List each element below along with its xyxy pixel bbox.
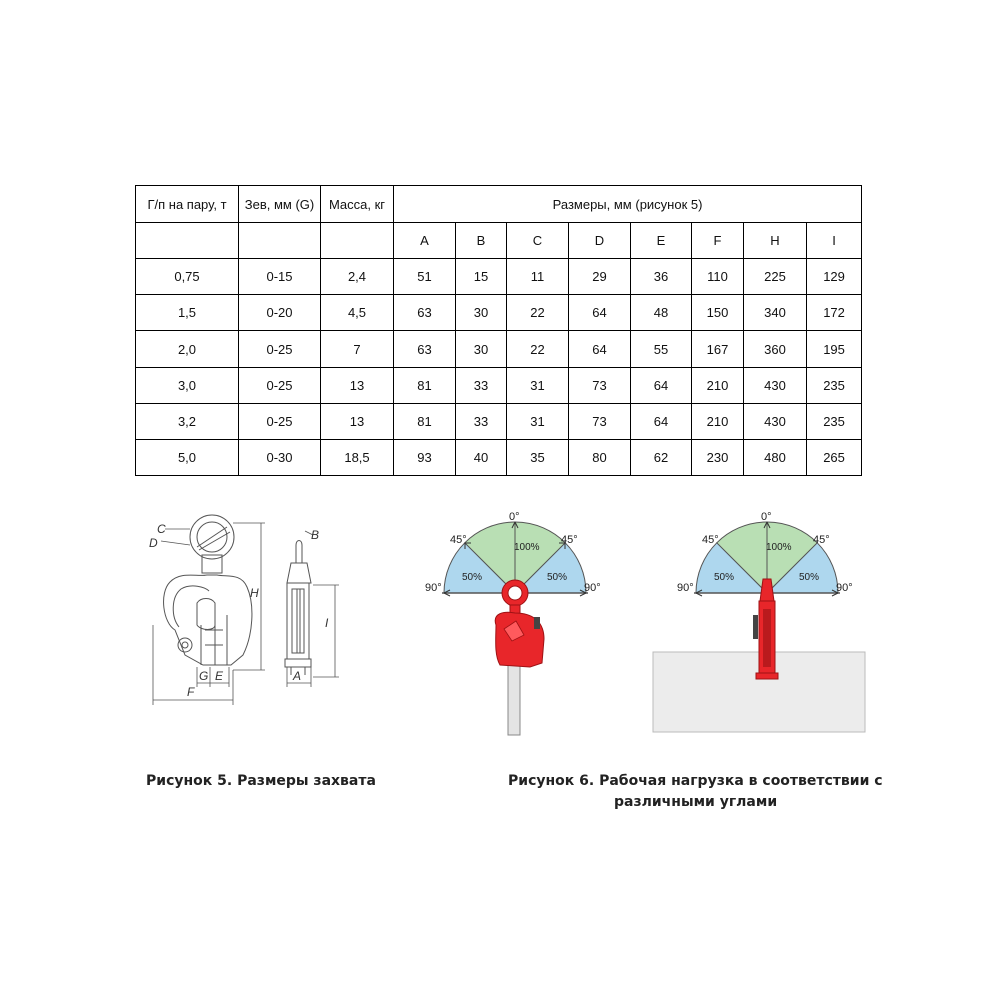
table-cell: 4,5 xyxy=(321,295,394,331)
table-cell: 210 xyxy=(692,403,744,439)
angle-label-diag-left: 45° xyxy=(702,534,719,546)
table-cell: 63 xyxy=(394,295,456,331)
angle-label-side-left: 90° xyxy=(425,582,442,594)
load-label-side-left: 50% xyxy=(462,572,483,583)
header-mass: Масса, кг xyxy=(321,186,394,223)
table-cell: 73 xyxy=(569,367,631,403)
table-cell: 64 xyxy=(569,331,631,367)
table-cell: 36 xyxy=(631,259,692,295)
dimension-label-c: C xyxy=(157,522,166,536)
header-dim-letter: F xyxy=(692,223,744,259)
table-cell: 110 xyxy=(692,259,744,295)
table-cell: 235 xyxy=(807,367,862,403)
table-header-row xyxy=(136,186,862,223)
table-cell: 40 xyxy=(456,439,507,475)
dimension-label-h: H xyxy=(250,586,259,600)
table-cell: 0-20 xyxy=(239,295,321,331)
header-dim-letter: B xyxy=(456,223,507,259)
table-cell: 3,0 xyxy=(136,367,239,403)
table-cell: 81 xyxy=(394,403,456,439)
dimension-label-e: E xyxy=(215,669,224,683)
load-label-vertical: 100% xyxy=(766,542,792,553)
table-cell: 64 xyxy=(631,367,692,403)
table-cell: 265 xyxy=(807,439,862,475)
table-cell: 63 xyxy=(394,331,456,367)
figure-5-caption: Рисунок 5. Размеры захвата xyxy=(146,773,376,789)
table-cell: 1,5 xyxy=(136,295,239,331)
table-cell: 35 xyxy=(507,439,569,475)
table-cell: 80 xyxy=(569,439,631,475)
dimension-label-d: D xyxy=(149,536,158,550)
header-dim-letter: A xyxy=(394,223,456,259)
table-cell: 64 xyxy=(569,295,631,331)
load-label-side-left: 50% xyxy=(714,572,735,583)
load-label-side-right: 50% xyxy=(799,572,820,583)
angle-label-side-right: 90° xyxy=(836,582,853,594)
header-capacity: Г/п на пару, т xyxy=(136,186,239,223)
load-angle-diagram-horizontal xyxy=(650,505,870,740)
table-cell: 0-25 xyxy=(239,331,321,367)
table-cell: 51 xyxy=(394,259,456,295)
angle-label-side-right: 90° xyxy=(584,582,601,594)
angle-label-diag-right: 45° xyxy=(813,534,830,546)
header-dim-letter: I xyxy=(807,223,862,259)
table-cell: 30 xyxy=(456,331,507,367)
table-cell: 360 xyxy=(744,331,807,367)
table-cell: 13 xyxy=(321,367,394,403)
table-cell: 15 xyxy=(456,259,507,295)
table-cell: 33 xyxy=(456,367,507,403)
specifications-table xyxy=(135,185,862,476)
header-blank xyxy=(239,223,321,259)
header-blank xyxy=(136,223,239,259)
table-row xyxy=(136,439,862,475)
table-cell: 0-25 xyxy=(239,403,321,439)
table-cell: 167 xyxy=(692,331,744,367)
table-row xyxy=(136,403,862,439)
header-dim-letter: H xyxy=(744,223,807,259)
table-cell: 22 xyxy=(507,295,569,331)
table-cell: 430 xyxy=(744,403,807,439)
table-cell: 30 xyxy=(456,295,507,331)
dimension-label-i: I xyxy=(325,616,329,630)
header-blank xyxy=(321,223,394,259)
table-cell: 2,4 xyxy=(321,259,394,295)
table-cell: 11 xyxy=(507,259,569,295)
table-cell: 210 xyxy=(692,367,744,403)
header-dimensions: Размеры, мм (рисунок 5) xyxy=(394,186,862,223)
table-cell: 73 xyxy=(569,403,631,439)
table-cell: 2,0 xyxy=(136,331,239,367)
angle-label-diag-right: 45° xyxy=(561,534,578,546)
header-dim-letter: E xyxy=(631,223,692,259)
dimension-label-a: A xyxy=(293,669,302,683)
table-cell: 235 xyxy=(807,403,862,439)
table-cell: 22 xyxy=(507,331,569,367)
header-jaw: Зев, мм (G) xyxy=(239,186,321,223)
table-cell: 7 xyxy=(321,331,394,367)
table-cell: 93 xyxy=(394,439,456,475)
table-subheader-row xyxy=(136,223,862,259)
figure-6-caption-line-1: Рисунок 6. Рабочая нагрузка в соответствии с xyxy=(508,773,883,789)
table-row xyxy=(136,295,862,331)
dimension-label-f: F xyxy=(187,685,195,699)
angle-label-diag-left: 45° xyxy=(450,534,467,546)
table-cell: 48 xyxy=(631,295,692,331)
table-cell: 230 xyxy=(692,439,744,475)
header-dim-letter: C xyxy=(507,223,569,259)
table-cell: 225 xyxy=(744,259,807,295)
table-cell: 81 xyxy=(394,367,456,403)
angle-label-side-left: 90° xyxy=(677,582,694,594)
header-dim-letter: D xyxy=(569,223,631,259)
table-cell: 195 xyxy=(807,331,862,367)
table-cell: 33 xyxy=(456,403,507,439)
table-cell: 172 xyxy=(807,295,862,331)
table-cell: 31 xyxy=(507,403,569,439)
load-label-side-right: 50% xyxy=(547,572,568,583)
clamp-dimension-drawing xyxy=(135,505,360,710)
table-cell: 13 xyxy=(321,403,394,439)
load-label-vertical: 100% xyxy=(514,542,540,553)
table-cell: 340 xyxy=(744,295,807,331)
table-cell: 29 xyxy=(569,259,631,295)
table-cell: 5,0 xyxy=(136,439,239,475)
table-cell: 55 xyxy=(631,331,692,367)
table-cell: 0-15 xyxy=(239,259,321,295)
dimension-label-g: G xyxy=(199,669,209,683)
figure-6-caption-line-2: различными углами xyxy=(614,794,778,810)
angle-label-top: 0° xyxy=(509,511,520,523)
table-row xyxy=(136,367,862,403)
table-cell: 430 xyxy=(744,367,807,403)
table-cell: 0,75 xyxy=(136,259,239,295)
dimension-label-b: B xyxy=(311,528,320,542)
table-cell: 18,5 xyxy=(321,439,394,475)
table-cell: 480 xyxy=(744,439,807,475)
table-cell: 150 xyxy=(692,295,744,331)
table-row xyxy=(136,331,862,367)
table-cell: 3,2 xyxy=(136,403,239,439)
load-angle-diagram-vertical xyxy=(420,505,610,740)
table-cell: 0-25 xyxy=(239,367,321,403)
table-cell: 64 xyxy=(631,403,692,439)
table-cell: 129 xyxy=(807,259,862,295)
angle-label-top: 0° xyxy=(761,511,772,523)
table-cell: 31 xyxy=(507,367,569,403)
table-row xyxy=(136,259,862,295)
table-cell: 0-30 xyxy=(239,439,321,475)
table-cell: 62 xyxy=(631,439,692,475)
